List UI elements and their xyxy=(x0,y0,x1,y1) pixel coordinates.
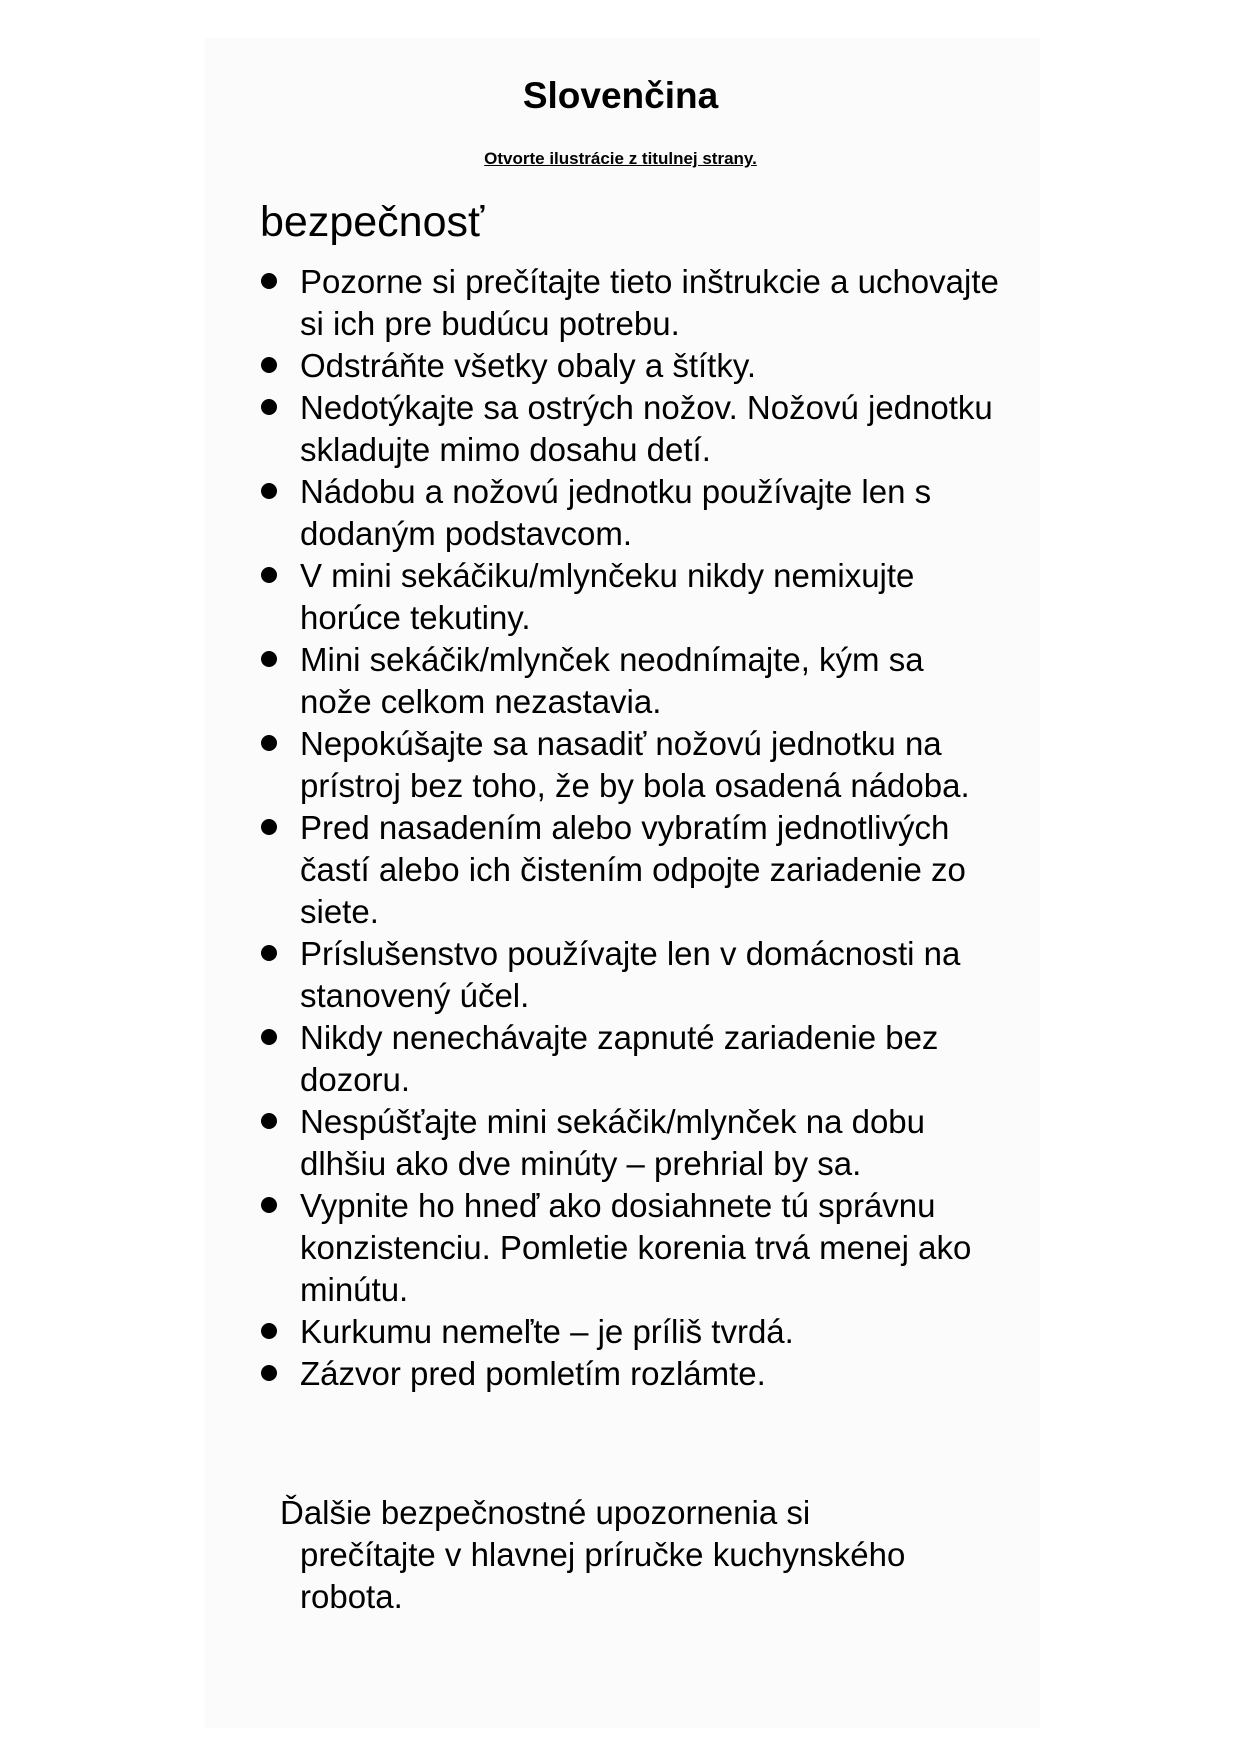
list-item xyxy=(260,723,1000,807)
list-item-text: Príslušenstvo používajte len v domácnosti na stanovený účel. xyxy=(300,935,961,1014)
page-subtitle: Otvorte ilustrácie z titulnej strany. xyxy=(484,149,757,168)
list-item xyxy=(260,1101,1000,1185)
list-item xyxy=(260,345,1000,387)
list-item-text: Pozorne si prečítajte tieto inštrukcie a uchovajte si ich pre budúcu potrebu. xyxy=(300,263,999,342)
list-item xyxy=(260,555,1000,639)
list-item xyxy=(260,387,1000,471)
page-title: Slovenčina xyxy=(522,75,719,116)
section-heading: bezpečnosť xyxy=(260,198,485,246)
list-item-text: Odstráňte všetky obaly a štítky. xyxy=(300,347,757,384)
bullet-icon xyxy=(261,1365,277,1381)
list-item-text: Mini sekáčik/mlynček neodnímajte, kým sa nože celkom nezastavia. xyxy=(300,641,924,720)
list-item-text: Nádobu a nožovú jednotku používajte len s dodaným podstavcom. xyxy=(300,473,932,552)
bullet-icon xyxy=(261,651,277,667)
list-item-text: Nespúšťajte mini sekáčik/mlynček na dobu dlhšiu ako dve minúty – prehrial by sa. xyxy=(300,1103,926,1182)
list-item-text: V mini sekáčiku/mlynčeku nikdy nemixujte horúce tekutiny. xyxy=(300,557,915,636)
list-item xyxy=(260,807,1000,933)
bullet-icon xyxy=(261,483,277,499)
closing-note-line2: prečítajte v hlavnej príručke kuchynského robota. xyxy=(300,1536,906,1615)
list-item-text: Pred nasadením alebo vybratím jednotlivých častí alebo ich čistením odpojte zariadenie zo siete. xyxy=(300,809,966,930)
list-item xyxy=(260,261,1000,345)
bullet-icon xyxy=(261,399,277,415)
bullet-icon xyxy=(261,735,277,751)
list-item-text: Vypnite ho hneď ako dosiahnete tú správnu konzistenciu. Pomletie korenia trvá menej ako minútu. xyxy=(300,1187,972,1308)
list-item xyxy=(260,471,1000,555)
list-item xyxy=(260,1017,1000,1101)
list-item-text: Kurkumu nemeľte – je príliš tvrdá. xyxy=(300,1313,794,1350)
list-item-text: Zázvor pred pomletím rozlámte. xyxy=(300,1355,766,1392)
bullet-icon xyxy=(261,273,277,289)
list-item xyxy=(260,1353,1000,1395)
bullet-icon xyxy=(261,1323,277,1339)
list-item-text: Nikdy nenechávajte zapnuté zariadenie bez dozoru. xyxy=(300,1019,939,1098)
bullet-icon xyxy=(261,1197,277,1213)
list-item xyxy=(260,933,1000,1017)
bullet-icon xyxy=(261,819,277,835)
list-item-text: Nepokúšajte sa nasadiť nožovú jednotku na prístroj bez toho, že by bola osadená nádoba. xyxy=(300,725,970,804)
bullet-icon xyxy=(261,1029,277,1045)
bullet-icon xyxy=(261,357,277,373)
list-item xyxy=(260,1311,1000,1353)
list-item xyxy=(260,639,1000,723)
closing-note xyxy=(280,1492,1000,1618)
safety-instructions-list xyxy=(260,261,1000,1395)
closing-note-line1: Ďalšie bezpečnostné upozornenia si xyxy=(280,1494,811,1531)
bullet-icon xyxy=(261,567,277,583)
bullet-icon xyxy=(261,1113,277,1129)
list-item xyxy=(260,1185,1000,1311)
bullet-icon xyxy=(261,945,277,961)
list-item-text: Nedotýkajte sa ostrých nožov. Nožovú jednotku skladujte mimo dosahu detí. xyxy=(300,389,993,468)
